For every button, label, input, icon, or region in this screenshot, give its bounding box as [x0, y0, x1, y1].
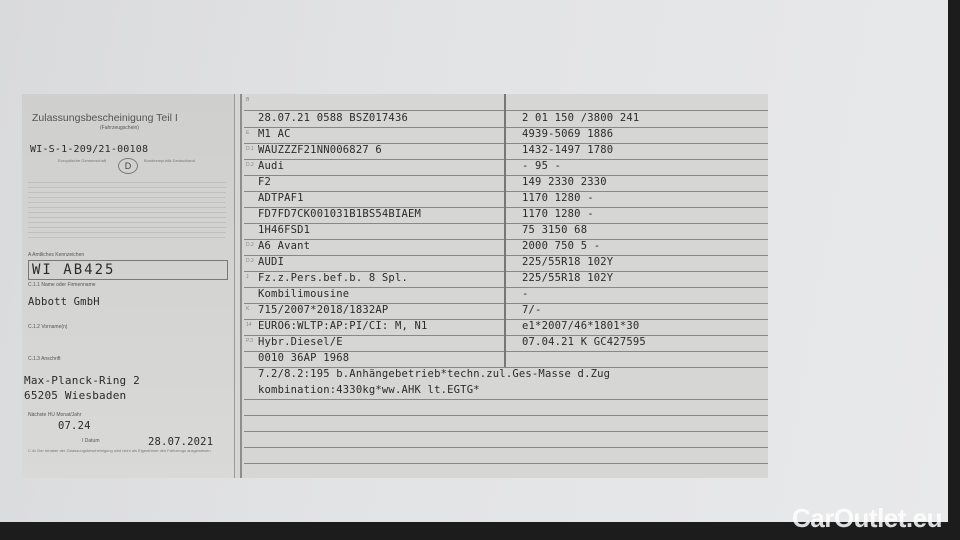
footer-note: C.4c Der Inhaber der Zulassungsbescheinigung wird nicht als Eigentümer des Fahrzeugs ausgewiesen — [28, 448, 211, 453]
right-field: e1*2007/46*1801*30 — [522, 320, 640, 332]
row-line — [244, 159, 768, 160]
row-line — [244, 255, 768, 256]
right-field: 225/55R18 102Y — [522, 256, 614, 268]
row-line — [244, 223, 768, 224]
document-number: WI-S-1-209/21-00108 — [30, 144, 149, 155]
mid-field: FD7FD7CK001031B1BS54BIAEM — [258, 208, 422, 220]
right-field: - — [522, 288, 529, 300]
panel-divider — [240, 94, 242, 478]
right-field: 149 2330 2330 — [522, 176, 607, 188]
row-line — [244, 463, 768, 464]
country-code-badge: D — [118, 158, 138, 174]
next-inspection-date: 07.24 — [58, 420, 91, 432]
plate-label: A Amtliches Kennzeichen — [28, 252, 85, 258]
field-code: D.2 — [246, 242, 254, 248]
date-label: I Datum — [82, 438, 100, 444]
firstname-label: C.1.2 Vorname(n) — [28, 324, 68, 330]
right-field: 1170 1280 - — [522, 208, 594, 220]
license-plate: WI AB425 — [32, 262, 116, 278]
remarks-line: 7.2/8.2:195 b.Anhängebetrieb*techn.zul.Ges-Masse d.Zug — [258, 368, 611, 380]
row-line — [244, 239, 768, 240]
row-line — [244, 191, 768, 192]
document-subheading: (Fahrzeugschein) — [100, 125, 139, 131]
row-line — [244, 431, 768, 432]
registration-form — [22, 94, 768, 478]
right-field: 4939-5069 1886 — [522, 128, 614, 140]
right-field: 1432-1497 1780 — [522, 144, 614, 156]
field-code: E — [246, 130, 250, 136]
holder-label: C.1.1 Name oder Firmenname — [28, 282, 96, 288]
row-line — [244, 175, 768, 176]
mid-field: F2 — [258, 176, 272, 188]
right-field: 1170 1280 - — [522, 192, 594, 204]
mid-field: 715/2007*2018/1832AP — [258, 304, 389, 316]
mid-field: ADTPAF1 — [258, 192, 304, 204]
mid-field: WAUZZZF21NN006827 6 — [258, 144, 382, 156]
row-line — [244, 110, 768, 111]
mid-field: Audi — [258, 160, 285, 172]
row-line — [244, 399, 768, 400]
field-code: D.2 — [246, 162, 254, 168]
mid-field: M1 AC — [258, 128, 291, 140]
field-code: D.1 — [246, 146, 254, 152]
mid-field: AUDI — [258, 256, 285, 268]
country-label: Bundesrepublik Deutschland — [144, 158, 195, 163]
right-field: 75 3150 68 — [522, 224, 588, 236]
document-heading: Zulassungsbescheinigung Teil I — [32, 112, 178, 124]
issue-date: 28.07.2021 — [148, 436, 214, 448]
mid-field: EURO6:WLTP:AP:PI/CI: M, N1 — [258, 320, 428, 332]
eu-label: Europäische Gemeinschaft — [58, 158, 107, 163]
remarks-line: kombination:4330kg*ww.AHK lt.EGTG* — [258, 384, 480, 396]
legend-fine-print — [28, 182, 226, 242]
column-divider — [504, 94, 506, 367]
field-code: P.3 — [246, 338, 253, 344]
right-field: 07.04.21 K GC427595 — [522, 336, 646, 348]
field-code: J — [246, 274, 249, 280]
field-code: D.3 — [246, 258, 254, 264]
field-code: B — [246, 97, 250, 103]
mid-field: Hybr.Diesel/E — [258, 336, 343, 348]
right-field: 2000 750 5 - — [522, 240, 601, 252]
address-label: C.1.3 Anschrift — [28, 356, 61, 362]
row-line — [244, 127, 768, 128]
holder-name: Abbott GmbH — [28, 296, 100, 308]
field-code: 14 — [246, 322, 252, 328]
address-city: 65205 Wiesbaden — [24, 389, 127, 402]
watermark-logo: CarOutlet.eu — [791, 503, 942, 533]
mid-field: Fz.z.Pers.bef.b. 8 Spl. — [258, 272, 408, 284]
address-street: Max-Planck-Ring 2 — [24, 374, 140, 387]
mid-field: 28.07.21 0588 BSZ017436 — [258, 112, 408, 124]
mid-field: 1H46FSD1 — [258, 224, 311, 236]
mid-field: 0010 36AP 1968 — [258, 352, 350, 364]
right-field: 2 01 150 /3800 241 — [522, 112, 640, 124]
right-field: 225/55R18 102Y — [522, 272, 614, 284]
right-field: - 95 - — [522, 160, 562, 172]
right-field: 7/- — [522, 304, 542, 316]
mid-field: A6 Avant — [258, 240, 311, 252]
row-line — [244, 415, 768, 416]
next-inspection-label: Nächste HU Monat/Jahr — [28, 412, 82, 418]
holder-panel — [22, 94, 235, 478]
mid-field: Kombilimousine — [258, 288, 350, 300]
row-line — [244, 447, 768, 448]
field-code: K — [246, 306, 250, 312]
